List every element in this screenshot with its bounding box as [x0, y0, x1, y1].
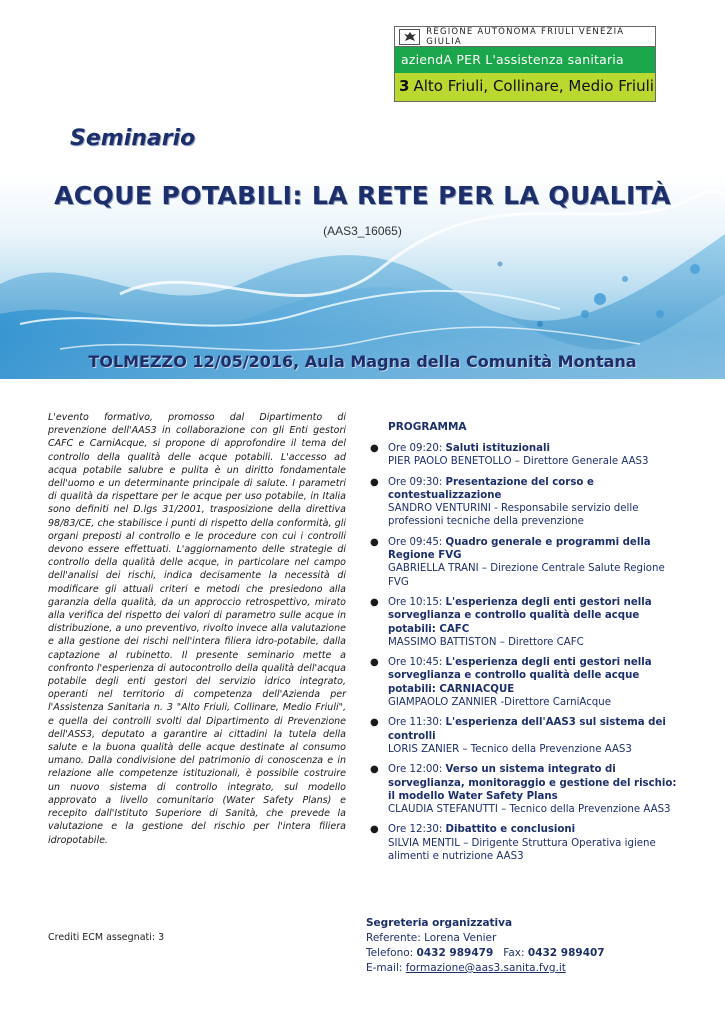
fax-label: Fax: [493, 947, 528, 959]
bullet-icon: ● [370, 536, 379, 548]
program-topic: Presentazione del corso e contestualizzazione [388, 476, 594, 501]
program-speaker: GIAMPAOLO ZANNIER -Direttore CarniAcque [388, 697, 611, 709]
program-item [370, 476, 680, 529]
program-topic: Saluti istituzionali [445, 443, 550, 454]
program-speaker: SANDRO VENTURINI - Responsabile servizio delle professioni tecniche della prevenzione [388, 503, 639, 528]
region-band [395, 27, 655, 47]
secretariat-block [366, 916, 605, 976]
program-time: Ore 09:20: [388, 443, 446, 454]
program-speaker: PIER PAOLO BENETOLLO – Direttore Generale AAS3 [388, 456, 649, 468]
agency-name: aziendA PER L'assistenza sanitaria [395, 47, 655, 73]
eagle-crest-icon [399, 29, 420, 45]
bullet-icon: ● [370, 657, 379, 669]
program-time: Ore 12:30: [388, 824, 446, 836]
bullet-icon: ● [370, 717, 379, 729]
event-description: L'evento formativo, promosso dal Dipartimento di prevenzione dell'AAS3 in collaborazione con gli Enti gestori CAFC e CarniAcque, si propone di approfondire il tema del controllo della qualità delle acque potabili. L'accesso ad acqua potabile salubre e pulita è un diritto fondamentale dell'uomo e un determinante principale di salute. I parametri di qualità da rispettare per le acque per uso potabile, in Italia sono definiti nel D.lgs 31/2001, trasposizione della direttiva 98/83/CE, che stabilisce i punti di rispetto della conformità, gli organi preposti al controllo e le procedure con cui i controlli devono essere effettuati. L'aggiornamento delle strategie di controllo della qualità delle acque, in particolare nel campo dell'analisi dei rischi, indica decisamente la necessità di modificare gli attuali criteri e metodi che presiedono alla garanzia della qualità, da un approccio retrospettivo, mirato alla verifica del rispetto dei valori di parametro sulle acque in distribuzione, a uno preventivo, rivolto invece alla valutazione e alla gestione dei rischi nell'intera filiera idro-potabile, dalla captazione al rubinetto. Il presente seminario mette a confronto l'esperienza di autocontrollo della qualità dell'acqua potabile degli enti gestori del servizio idrico integrato, operanti nel territorio di competenza dell'Azienda per l'Assistenza Sanitaria n. 3 "Alto Friuli, Collinare, Medio Friuli", e quella dei controlli svolti dal Dipartimento di Prevenzione dell'ASS3, deputato a garantire ai cittadini la tutela della salute e la buona qualità delle acque destinate al consumo umano. Dalla condivisione del patrimonio di conoscenza e in relazione alle competenze istituzionali, è possibile costruire un nuovo sistema di controllo integrato, sul modello approvato a livello comunitario (Water Safety Plans) e recepito dall'Istituto Superiore di Sanità, che prevede la valutazione e la gestione del rischio per l'intera filiera idropotabile. [48, 412, 346, 846]
event-location: TOLMEZZO 12/05/2016, Aula Magna della Comunità Montana [88, 352, 637, 371]
program-time: Ore 10:15: [388, 596, 446, 608]
agency-logo [394, 26, 656, 102]
email-label: E-mail: [366, 962, 406, 974]
phone-number: 0432 989479 [416, 947, 494, 959]
program-title: PROGRAMMA [388, 421, 467, 433]
event-code: (AAS3_16065) [323, 224, 402, 238]
bullet-icon: ● [370, 476, 379, 488]
program-item [370, 442, 680, 469]
phone-label: Telefono: [366, 947, 417, 959]
program-list [370, 442, 680, 870]
program-topic: L'esperienza dell'AAS3 sul sistema dei controlli [388, 717, 666, 742]
program-speaker: GABRIELLA TRANI – Direzione Centrale Salute Regione FVG [388, 563, 665, 588]
bullet-icon: ● [370, 443, 379, 454]
program-topic: L'esperienza degli enti gestori nella sorveglianza e controllo qualità delle acque potabili: CAFC [388, 596, 652, 635]
bullet-icon: ● [370, 824, 379, 836]
program-time: Ore 09:45: [388, 536, 446, 548]
program-time: Ore 11:30: [388, 717, 446, 729]
bullet-icon: ● [370, 596, 379, 608]
fax-number: 0432 989407 [527, 947, 605, 959]
program-topic: Verso un sistema integrato di sorveglianza, monitoraggio e gestione del rischio: il modello Water Safety Plans [388, 764, 677, 802]
email-link[interactable]: formazione@aas3.sanita.fvg.it [405, 962, 566, 974]
district-name: Alto Friuli, Collinare, Medio Friuli [413, 77, 654, 95]
program-topic: Quadro generale e programmi della Regione FVG [388, 536, 651, 562]
program-time: Ore 09:30: [388, 476, 446, 488]
program-item [370, 596, 680, 649]
program-speaker: LORIS ZANIER – Tecnico della Prevenzione AAS3 [388, 743, 632, 755]
program-item [370, 763, 680, 816]
program-item [370, 823, 680, 863]
secretariat-referent: Referente: Lorena Venier [366, 932, 497, 944]
program-topic: L'esperienza degli enti gestori nella sorveglianza e controllo qualità delle acque potabili: CARNIACQUE [388, 657, 652, 695]
secretariat-title: Segreteria organizzativa [366, 917, 513, 929]
program-item [370, 536, 680, 589]
secretariat-contacts [366, 946, 605, 961]
ecm-credits: Crediti ECM assegnati: 3 [48, 932, 165, 943]
district-number: 3 [399, 77, 410, 95]
region-name: REGIONE AUTONOMA FRIULI VENEZIA GIULIA [426, 26, 625, 47]
event-title: ACQUE POTABILI: LA RETE PER LA QUALITÀ [54, 181, 671, 210]
program-time: Ore 12:00: [388, 764, 446, 776]
secretariat-email-line [366, 961, 605, 976]
district-band [395, 73, 655, 101]
event-kind: Seminario [70, 126, 196, 151]
program-item [370, 716, 680, 756]
program-speaker: SILVIA MENTIL – Dirigente Struttura Operativa igiene alimenti e nutrizione AAS3 [388, 837, 656, 863]
program-topic: Dibattito e conclusioni [445, 824, 576, 836]
program-speaker: MASSIMO BATTISTON – Direttore CAFC [388, 636, 584, 648]
program-item [370, 656, 680, 709]
program-speaker: CLAUDIA STEFANUTTI – Tecnico della Prevenzione AAS3 [388, 804, 671, 816]
program-time: Ore 10:45: [388, 657, 446, 669]
bullet-icon: ● [370, 764, 379, 776]
